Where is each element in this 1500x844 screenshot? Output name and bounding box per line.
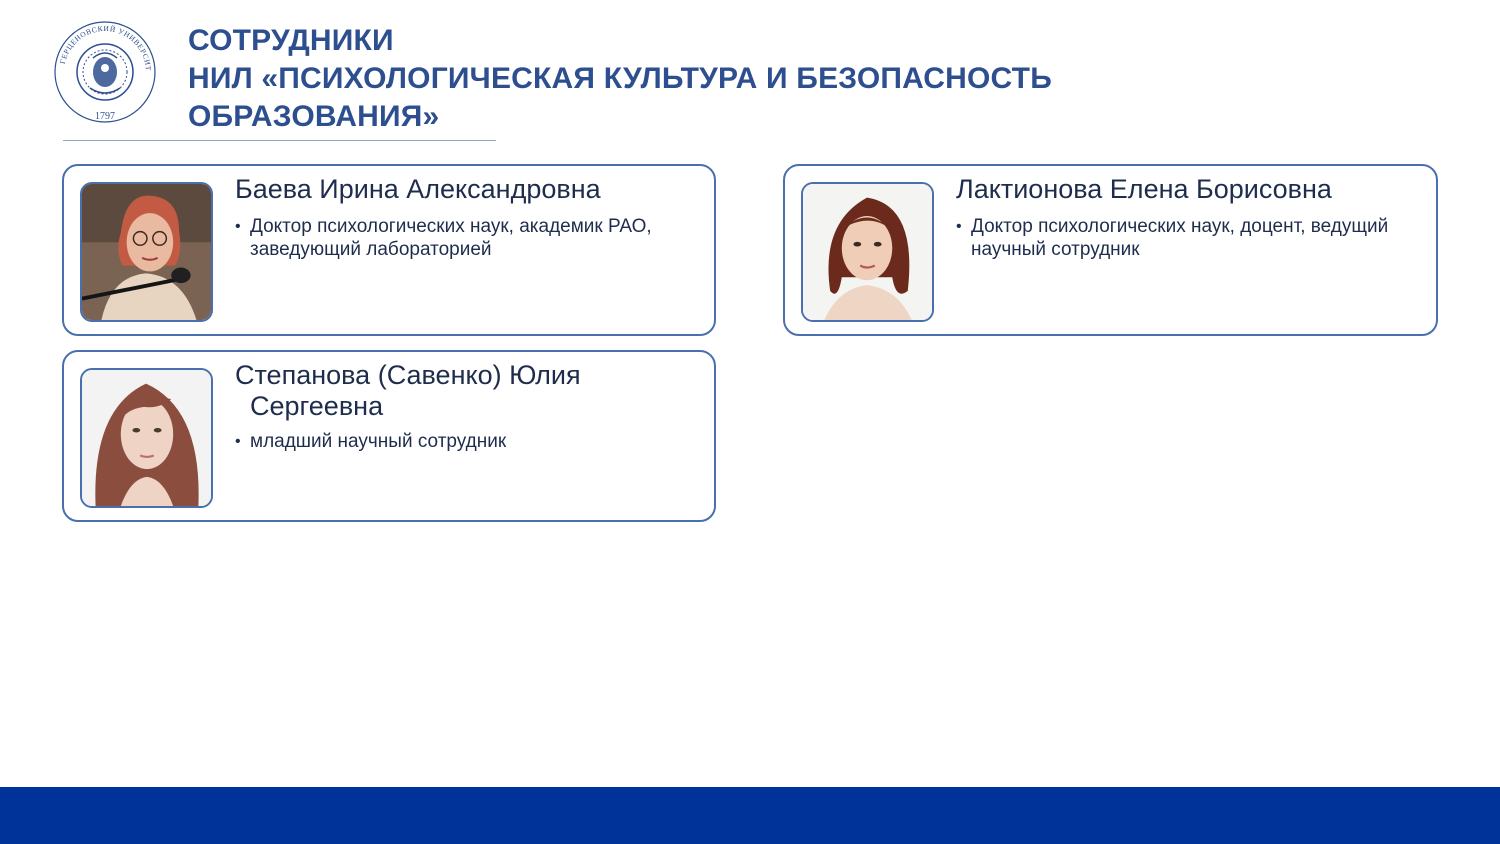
staff-position: • Доктор психологических наук, академик РАО, заведующий лабораторией bbox=[235, 215, 705, 261]
staff-card-baeva bbox=[62, 164, 716, 336]
staff-photo bbox=[801, 182, 934, 322]
staff-photo bbox=[80, 182, 213, 322]
staff-card-stepanova bbox=[62, 350, 716, 522]
title-divider bbox=[63, 140, 496, 141]
footer-bar bbox=[0, 787, 1500, 844]
staff-position: • младший научный сотрудник bbox=[235, 430, 705, 453]
staff-name: Лактионова Елена Борисовна bbox=[956, 174, 1332, 204]
title-line-3: ОБРАЗОВАНИЯ» bbox=[188, 100, 440, 133]
staff-name: Баева Ирина Александровна bbox=[235, 174, 601, 204]
title-line-1: СОТРУДНИКИ bbox=[188, 24, 394, 57]
university-logo bbox=[50, 18, 160, 126]
staff-photo bbox=[80, 368, 213, 508]
staff-position: • Доктор психологических наук, доцент, ведущий научный сотрудник bbox=[956, 215, 1426, 261]
staff-card-laktionova bbox=[783, 164, 1438, 336]
page-title bbox=[188, 22, 1188, 136]
svg-text:1797: 1797 bbox=[95, 111, 115, 122]
staff-name: Степанова (Савенко) Юлия Сергеевна bbox=[235, 360, 581, 421]
title-line-2: НИЛ «ПСИХОЛОГИЧЕСКАЯ КУЛЬТУРА И БЕЗОПАСНОСТЬ bbox=[188, 62, 1052, 95]
svg-text:ГЕРЦЕНОВСКИЙ УНИВЕРСИТЕТ: ГЕРЦЕНОВСКИЙ УНИВЕРСИТ bbox=[57, 23, 154, 72]
